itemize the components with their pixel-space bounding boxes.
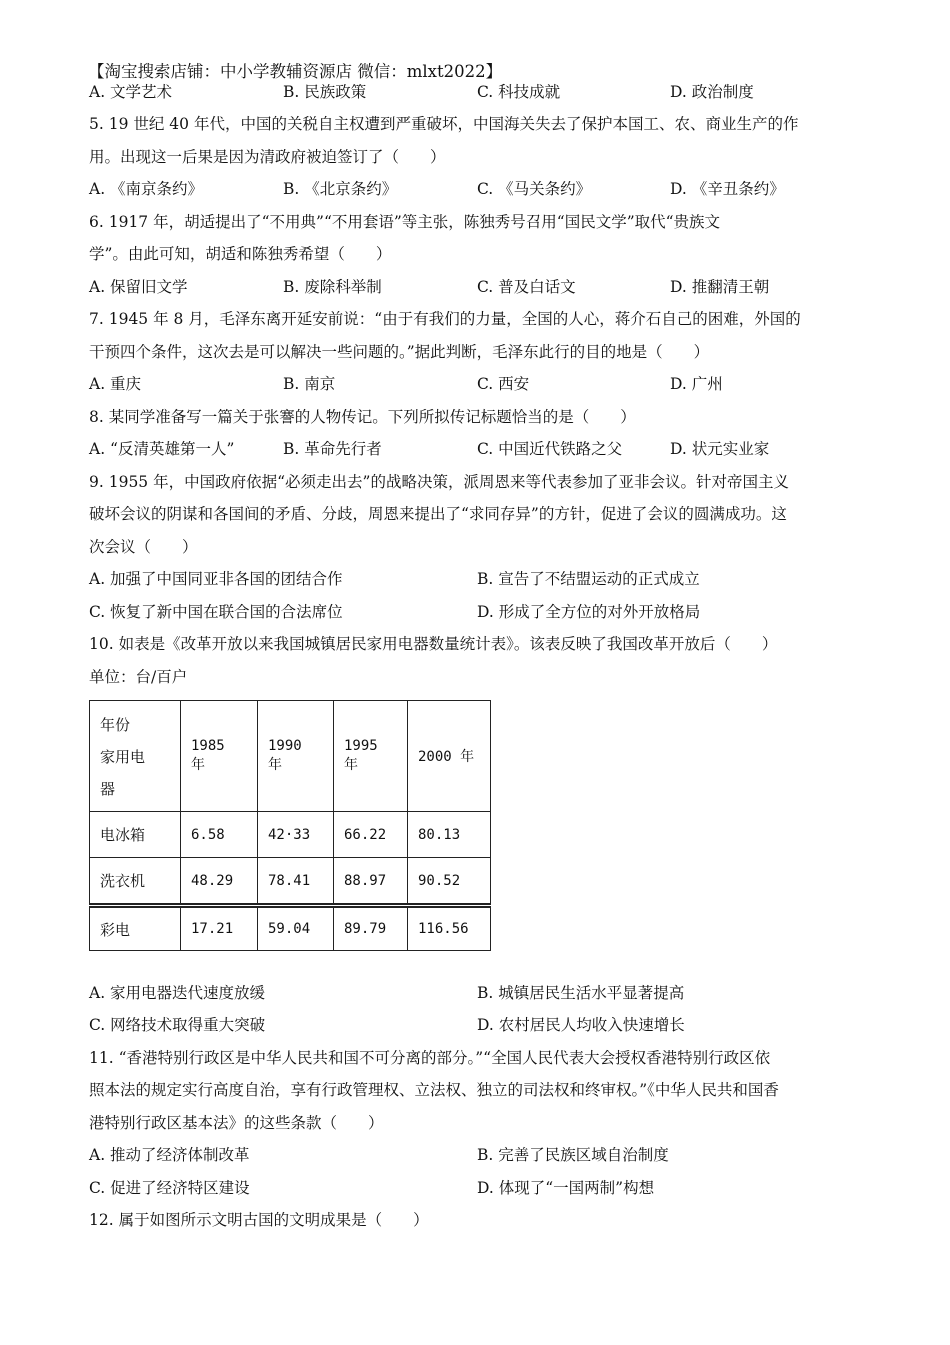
q10-line-1: 10. 如表是《改革开放以来我国城镇居民家用电器数量统计表》。该表反映了我国改革开放后（ ）	[89, 635, 778, 653]
table-cell: 89.79	[334, 906, 408, 951]
page-header: 【淘宝搜索店铺：中小学教辅资源店 微信：mlxt2022】	[88, 62, 503, 81]
q11-line-2: 照本法的规定实行高度自治，享有行政管理权、立法权、独立的司法权和终审权。”《中华人民共和国香	[89, 1081, 779, 1099]
q11-option-c: C. 促进了经济特区建设	[89, 1179, 250, 1197]
q9-line-3: 次会议（ ）	[89, 538, 198, 556]
q9-option-b: B. 宣告了不结盟运动的正式成立	[477, 570, 700, 588]
q10-option-d: D. 农村居民人均收入快速增长	[477, 1016, 685, 1034]
q6-option-d: D. 推翻清王朝	[670, 278, 770, 296]
table-cell: 48.29	[181, 858, 258, 906]
q6-option-b: B. 废除科举制	[283, 278, 382, 296]
table-cell: 17.21	[181, 906, 258, 951]
q11-option-b: B. 完善了民族区域自治制度	[477, 1146, 669, 1164]
q7-option-d: D. 广州	[670, 375, 723, 393]
q9-line-2: 破坏会议的阴谋和各国间的矛盾、分歧，周恩来提出了“求同存异”的方针，促进了会议的圆满成功。这	[89, 505, 787, 523]
q7-line-1: 7. 1945 年 8 月，毛泽东离开延安前说：“由于有我们的力量，全国的人心，蒋介石自己的困难，外国的	[89, 310, 801, 328]
q8-option-c: C. 中国近代铁路之父	[477, 440, 623, 458]
q8-line-1: 8. 某同学准备写一篇关于张謇的人物传记。下列所拟传记标题恰当的是（ ）	[89, 408, 636, 426]
q7-option-b: B. 南京	[283, 375, 336, 393]
table-cell: 88.97	[334, 858, 408, 906]
q11-option-d: D. 体现了“一国两制”构想	[477, 1179, 655, 1197]
q6-line-2: 学”。由此可知，胡适和陈独秀希望（ ）	[89, 245, 392, 263]
corner-label-appliance-1: 家用电	[100, 748, 146, 766]
corner-label-appliance-2: 器	[100, 780, 116, 798]
q10-option-b: B. 城镇居民生活水平显著提高	[477, 984, 685, 1002]
q10-option-a: A. 家用电器迭代速度放缓	[89, 984, 266, 1002]
q7-line-2: 干预四个条件，这次去是可以解决一些问题的。”据此判断，毛泽东此行的目的地是（ ）	[89, 343, 710, 361]
table-row	[90, 906, 491, 951]
table-cell: 66.22	[334, 812, 408, 858]
year-header-2000: 2000 年	[408, 701, 491, 812]
q4-option-d: D. 政治制度	[670, 83, 754, 101]
table-cell: 6.58	[181, 812, 258, 858]
q10-option-c: C. 网络技术取得重大突破	[89, 1016, 266, 1034]
q8-option-d: D. 状元实业家	[670, 440, 770, 458]
table-header-row	[90, 701, 491, 812]
appliance-stats-table	[89, 700, 491, 951]
table-cell: 59.04	[258, 906, 334, 951]
table-row	[90, 812, 491, 858]
q5-line-2: 用。出现这一后果是因为清政府被迫签订了（ ）	[89, 148, 446, 166]
q10-unit: 单位：台/百户	[89, 668, 188, 686]
year-header-1995: 1995 年	[334, 701, 408, 812]
row-label-color-tv: 彩电	[90, 906, 181, 951]
q5-option-b: B. 《北京条约》	[283, 180, 398, 198]
q8-option-b: B. 革命先行者	[283, 440, 382, 458]
q12-line-1: 12. 属于如图所示文明古国的文明成果是（ ）	[89, 1211, 429, 1229]
q5-option-d: D. 《辛丑条约》	[670, 180, 785, 198]
row-label-fridge: 电冰箱	[90, 812, 181, 858]
q11-line-1: 11. “香港特别行政区是中华人民共和国不可分离的部分。”“全国人民代表大会授权香港特别行政区依	[89, 1049, 771, 1067]
q6-option-c: C. 普及白话文	[477, 278, 576, 296]
row-label-washer: 洗衣机	[90, 858, 181, 906]
q9-option-a: A. 加强了中国同亚非各国的团结合作	[89, 570, 343, 588]
table-cell: 80.13	[408, 812, 491, 858]
table-cell: 90.52	[408, 858, 491, 906]
table-cell: 78.41	[258, 858, 334, 906]
q7-option-c: C. 西安	[477, 375, 530, 393]
q5-line-1: 5. 19 世纪 40 年代，中国的关税自主权遭到严重破坏，中国海关失去了保护本国工、农、商业生产的作	[89, 115, 799, 133]
q9-line-1: 9. 1955 年，中国政府依据“必须走出去”的战略决策，派周恩来等代表参加了亚非会议。针对帝国主义	[89, 473, 789, 491]
corner-label-year: 年份	[100, 716, 131, 734]
q9-option-d: D. 形成了全方位的对外开放格局	[477, 603, 701, 621]
year-header-1985: 1985 年	[181, 701, 258, 812]
q4-option-b: B. 民族政策	[283, 83, 367, 101]
q4-option-a: A. 文学艺术	[89, 83, 173, 101]
q5-option-c: C. 《马关条约》	[477, 180, 592, 198]
q6-option-a: A. 保留旧文学	[89, 278, 188, 296]
q11-line-3: 港特别行政区基本法》的这些条款（ ）	[89, 1114, 384, 1132]
q11-option-a: A. 推动了经济体制改革	[89, 1146, 250, 1164]
q8-option-a: A. “反清英雄第一人”	[89, 440, 235, 458]
q7-option-a: A. 重庆	[89, 375, 142, 393]
q4-option-c: C. 科技成就	[477, 83, 561, 101]
table-cell: 116.56	[408, 906, 491, 951]
table-row	[90, 858, 491, 906]
q5-option-a: A. 《南京条约》	[89, 180, 204, 198]
q9-option-c: C. 恢复了新中国在联合国的合法席位	[89, 603, 343, 621]
table-corner-cell	[90, 701, 181, 812]
year-header-1990: 1990 年	[258, 701, 334, 812]
table-cell: 42·33	[258, 812, 334, 858]
q6-line-1: 6. 1917 年，胡适提出了“不用典”“不用套语”等主张，陈独秀号召用“国民文学”取代“贵族文	[89, 213, 721, 231]
